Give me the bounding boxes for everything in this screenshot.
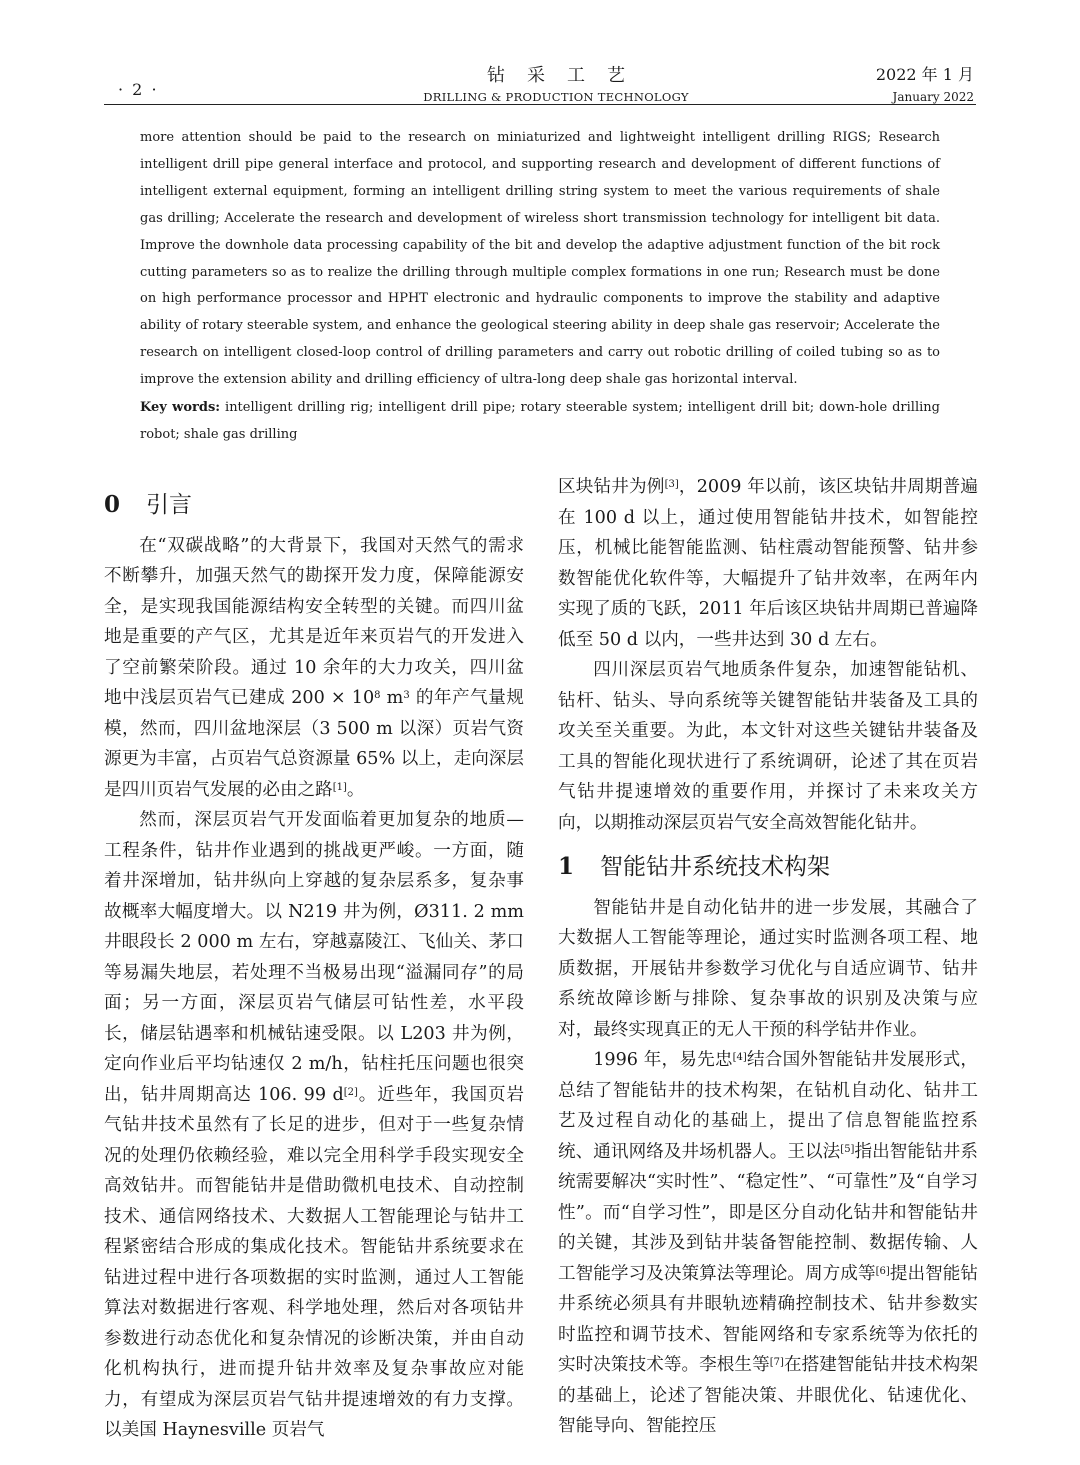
right-column [558,472,978,1442]
section-1-number: 1 [558,853,575,880]
p1-sup2: 3 [403,690,410,701]
section-1-heading [558,852,978,883]
p1-end: 。 [346,779,365,800]
p3-text: 区块钻井为例 [558,477,665,497]
p2-text-b: 。近些年，我国页岩气钻井技术虽然有了长足的进步，但对于一些复杂情况的处理仍依赖经验，难以完全用科学手段实现安全高效钻井。而智能钻井是借助微机电技术、自动控制技术、通信网络技术、大数据人工智能理论与钻井工程紧密结合形成的集成化技术。智能钻井系统要求在钻进过程中进行各项数据的实时监测，通过人工智能算法对数据进行客观、科学地处理，然后对各项钻井参数进行动态优化和复杂情况的诊断决策，并由自动化机构执行，进而提升钻井效率及复杂事故应对能力，有望成为深层页岩气钻井提速增效的有力支撑。以美国 Haynesville 页岩气 [104,1084,524,1440]
paragraph-6 [558,1045,978,1442]
p1-sup: 8 [374,690,381,701]
p6-text-c: 指出智能钻井系统需要解决“实时性”、“稳定性”、“可靠性”及“自学习性”。而“自学习性”，即是区分自动化钻井和智能钻井的关键，其涉及到钻井装备智能控制、数据传输、人工智能学习及决策算法等理论。周方成等 [558,1141,978,1284]
p1-text-b: m [380,688,404,708]
journal-header [380,61,732,104]
paragraph-1 [104,531,524,806]
citation-3: [3] [664,479,679,490]
paragraph-4: 四川深层页岩气地质条件复杂，加速智能钻机、钻杆、钻头、导向系统等关键智能钻井装备及工具的攻关至关重要。为此，本文针对这些关键钻井装备及工具的智能化现状进行了系统调研，论述了其在页岩气钻井提速增效的重要作用，并探讨了未来攻关方向，以期推动深层页岩气安全高效智能化钻井。 [558,660,978,833]
citation-7: [7] [769,1357,784,1368]
p6-text-b: 结合国外智能钻井发展形式，总结了智能钻井的技术构架，在钻机自动化、钻井工艺及过程自动化的基础上，提出了信息智能监控系统、通讯网络及井场机器人。王以法 [558,1050,978,1162]
p6-text: 1996 年，易先忠 [593,1050,733,1070]
issue-date [876,62,974,104]
paragraph-5: 智能钻井是自动化钻井的进一步发展，其融合了大数据人工智能等理论，通过实时监测各项工程、地质数据，开展钻井参数学习优化与自适应调节、钻井系统故障诊断与排除、复杂事故的识别及决策与应对，最终实现真正的无人干预的科学钻井作业。 [558,897,978,1040]
citation-1: [1] [332,781,347,793]
issue-date-cn: 2022 年 1 月 [875,65,974,84]
citation-6: [6] [875,1265,890,1277]
keywords-label: Key words: [140,400,221,416]
journal-title-en: DRILLING & PRODUCTION TECHNOLOGY [423,90,689,104]
p2-text: 然而，深层页岩气开发面临着更加复杂的地质—工程条件，钻井作业遇到的挑战更严峻。一方面，随着井深增加，钻井纵向上穿越的复杂层系多，复杂事故概率大幅度增大。以 N219 井为例，Ø311. 2 mm 井眼段长 2 000 m 左右，穿越嘉陵江、飞仙关、茅口等易漏失地层，若处理不当极易出现“溢漏同存”的局面；另一方面，深层页岩气储层可钻性差，水平段长，储层钻遇率和机械钻速受限。以 L203 井为例，定向作业后平均钻速仅 2 m/h，钻柱托压问题也很突出，钻井周期高达 106. 99 d [104,810,524,1105]
keywords-text: intelligent drilling rig; intelligent drill pipe; rotary steerable system; intelligent drill bit; down-hole drilling robot; shale gas drilling [140,400,940,442]
p1-text: 在“双碳战略”的大背景下，我国对天然气的需求不断攀升，加强天然气的勘探开发力度，保障能源安全，是实现我国能源结构安全转型的关键。而四川盆地是重要的产气区，尤其是近年来页岩气的开发进入了空前繁荣阶段。通过 10 余年的大力攻关，四川盆地中浅层页岩气已建成 200 × 10 [104,535,524,708]
citation-4: [4] [732,1052,747,1063]
paragraph-3 [558,472,978,655]
english-abstract [140,125,940,449]
abstract-text: more attention should be paid to the research on miniaturized and lightweight intelligent drilling RIGS; Research intelligent drill pipe general interface and protocol, and supporting research and development of different functions of intelligent external equipment, forming an intelligent drilling string system to meet the various requirements of shale gas drilling; Accelerate the research and development of wireless short transmission technology for intelligent bit data. Improve the downhole data processing capability of the bit and develop the adaptive adjustment function of the bit rock cutting parameters so as to realize the drilling through multiple complex formations in one run; Research must be done on high performance processor and HPHT electronic and hydraulic components to improve the stability and adaptive ability of rotary steerable system, and enhance the geological steering ability in deep shale gas reservoir; Accelerate the research on intelligent closed-loop control of drilling parameters and carry out robotic drilling of coiled tubing so as to improve the extension ability and drilling efficiency of ultra-long deep shale gas horizontal interval. [140,130,940,388]
section-0-number: 0 [104,491,121,518]
p6-text-e: 在搭建智能钻井技术构架的基础上，论述了智能决策、井眼优化、钻速优化、智能导向、智能控压 [558,1355,978,1436]
section-0-heading [104,490,524,521]
journal-title-cn: 钻采工艺 [487,65,647,86]
header-divider [104,104,976,105]
citation-5: [5] [840,1143,855,1155]
p1-text-c: 的年产气量规模，然而，四川盆地深层（3 500 m 以深）页岩气资源更为丰富，占页岩气总资源量 65% 以上，走向深层是四川页岩气发展的必由之路 [104,688,524,800]
paragraph-2 [104,805,524,1446]
citation-2: [2] [343,1086,358,1098]
section-1-title: 智能钻井系统技术构架 [600,854,831,880]
keywords [140,395,940,449]
issue-date-en: January 2022 [892,90,974,104]
p3-text-b: ，2009 年以前，该区块钻井周期普遍在 100 d 以上，通过使用智能钻井技术，如智能控压，机械比能智能监测、钻柱震动智能预警、钻井参数智能优化软件等，大幅提升了钻井效率，在两年内实现了质的飞跃，2011 年后该区块钻井周期已普遍降低至 50 d 以内，一些井达到 30 d 左右。 [558,477,978,650]
page-number: · 2 · [118,80,159,99]
section-0-title: 引言 [146,492,193,518]
p6-text-d: 提出智能钻井系统必须具有井眼轨迹精确控制技术、钻井参数实时监控和调节技术、智能网络和专家系统等为依托的实时决策技术等。李根生等 [558,1263,978,1375]
left-column [104,476,524,1446]
